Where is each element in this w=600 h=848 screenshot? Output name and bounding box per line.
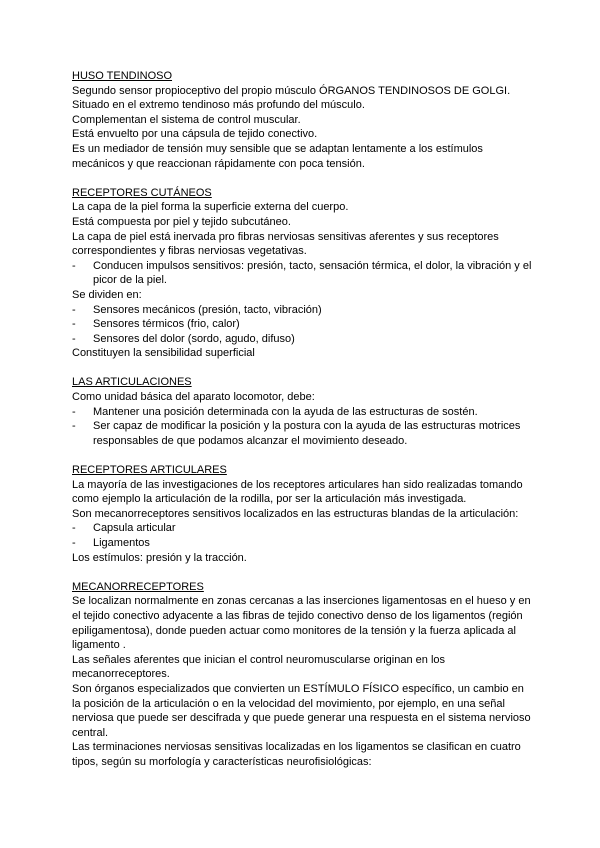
- section-receptores-cutaneos: [72, 186, 532, 361]
- paragraph-line: Son mecanorreceptores sensitivos localizados en las estructuras blandas de la articulación:: [72, 507, 519, 520]
- paragraph-line: Los estímulos: presión y la tracción.: [72, 551, 247, 564]
- paragraph-line: Las terminaciones nerviosas sensitivas localizadas en los ligamentos se clasifican en cuatro tipos, según su morfología y características neurofisiológicas:: [72, 741, 521, 768]
- paragraph-line: Se localizan normalmente en zonas cercanas a las inserciones ligamentosas en el hueso y en el tejido conectivo adyacente a las fibras de tejido conectivo denso de los ligamentos (región epiligamentosa), donde pueden actuar como monitores de la tensión y la fuerza aplicada al ligamento .: [72, 595, 531, 652]
- list-item: - Capsula articular: [72, 521, 532, 536]
- section-heading: LAS ARTICULACIONES: [72, 376, 192, 389]
- section-heading: MECANORRECEPTORES: [72, 580, 204, 593]
- paragraph-line: Situado en el extremo tendinoso más profundo del músculo.: [72, 99, 365, 112]
- paragraph-line: Está compuesta por piel y tejido subcutáneo.: [72, 215, 291, 228]
- bullet-list: [72, 259, 532, 288]
- section-huso-tendinoso: [72, 69, 532, 171]
- bullet-list: [72, 303, 532, 347]
- section-mecanorreceptores: [72, 580, 532, 770]
- paragraph-line: Complementan el sistema de control muscular.: [72, 113, 301, 126]
- paragraph-line: Constituyen la sensibilidad superficial: [72, 347, 255, 360]
- paragraph-line: La capa de la piel forma la superficie externa del cuerpo.: [72, 201, 349, 214]
- section-heading: RECEPTORES ARTICULARES: [72, 464, 227, 477]
- paragraph-line: Está envuelto por una cápsula de tejido conectivo.: [72, 128, 318, 141]
- paragraph-line: Segundo sensor propioceptivo del propio músculo ÓRGANOS TENDINOSOS DE GOLGI.: [72, 84, 511, 97]
- section-receptores-articulares: [72, 463, 532, 565]
- bullet-list: [72, 521, 532, 550]
- paragraph-line: Son órganos especializados que convierten un ESTÍMULO FÍSICO específico, un cambio en la posición de la articulación o en la velocidad del movimiento, por ejemplo, en una señal nerviosa que puede ser descifrada y que puede generar una respuesta en el sistema nervioso central.: [72, 682, 531, 739]
- list-item: - Mantener una posición determinada con la ayuda de las estructuras de sostén.: [72, 405, 532, 420]
- document-page: [72, 69, 532, 784]
- paragraph-line: Se dividen en:: [72, 288, 142, 301]
- list-item: - Conducen impulsos sensitivos: presión, tacto, sensación térmica, el dolor, la vibración y el picor de la piel.: [72, 259, 532, 288]
- list-item: - Ligamentos: [72, 536, 532, 551]
- bullet-list: [72, 405, 532, 449]
- paragraph-line: La mayoría de las investigaciones de los receptores articulares han sido realizadas tomando como ejemplo la articulación de la rodilla, por ser la articulación más investigada.: [72, 478, 523, 506]
- paragraph-line: Como unidad básica del aparato locomotor, debe:: [72, 391, 315, 404]
- paragraph-line: Es un mediador de tensión muy sensible que se adaptan lentamente a los estímulos mecánicos y que reaccionan rápidamente con poca tensión.: [72, 142, 483, 170]
- section-las-articulaciones: [72, 375, 532, 448]
- paragraph-line: Las señales aferentes que inician el control neuromuscularse originan en los mecanorreceptores.: [72, 653, 446, 681]
- paragraph-line: La capa de piel está inervada pro fibras nerviosas sensitivas aferentes y sus receptores correspondientes y fibras nerviosas vegetativas.: [72, 230, 499, 258]
- list-item: - Ser capaz de modificar la posición y la postura con la ayuda de las estructuras motrices responsables de que podamos alcanzar el movimiento deseado.: [72, 419, 532, 448]
- section-heading: HUSO TENDINOSO: [72, 70, 173, 82]
- section-heading: RECEPTORES CUTÁNEOS: [72, 186, 212, 199]
- list-item: - Sensores del dolor (sordo, agudo, difuso): [72, 332, 532, 347]
- list-item: - Sensores térmicos (frio, calor): [72, 317, 532, 332]
- list-item: - Sensores mecánicos (presión, tacto, vibración): [72, 303, 532, 318]
